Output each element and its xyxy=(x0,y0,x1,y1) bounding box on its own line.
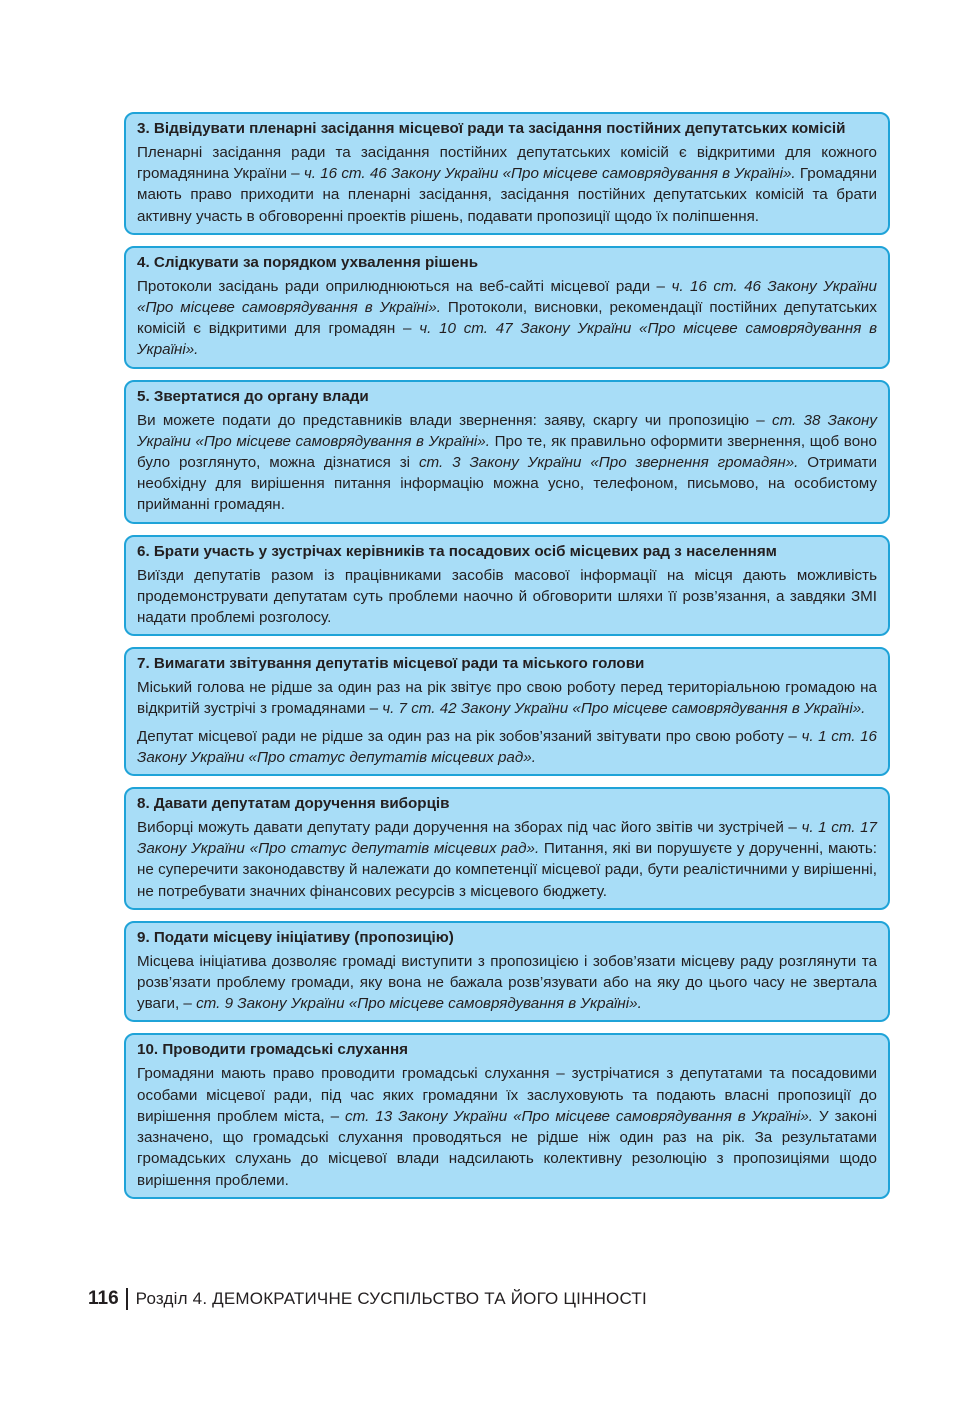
section-paragraph xyxy=(137,726,877,768)
section-9-box xyxy=(124,921,890,1023)
paragraph-text: Місцева ініціатива дозволяє громаді виступити з пропозицією і зобов’язати місцеву раду розглянути та розв’язати проблему громади, яку вона не бажала розв’язувати або на яку до цього часу не звертала уваги, – xyxy=(137,952,877,1013)
section-title: 9. Подати місцеву ініціативу (пропозицію) xyxy=(137,928,454,946)
section-10-box xyxy=(124,1033,890,1198)
section-paragraph xyxy=(137,410,877,516)
section-paragraph xyxy=(137,817,877,902)
law-reference: ч. 7 ст. 42 Закону України «Про місцеве самоврядування в Україні». xyxy=(382,700,866,718)
section-title: 10. Проводити громадські слухання xyxy=(137,1041,409,1059)
law-reference: ст. 38 Закону України «Про місцеве самоврядування в Україні». xyxy=(137,411,877,450)
section-paragraph xyxy=(137,142,877,227)
section-title: 6. Брати участь у зустрічах керівників та посадових осіб місцевих рад з населенням xyxy=(137,542,777,560)
paragraph-text: Отримати необхідну для вирішення питання інформацію можна усно, телефоном, письмово, на особистому прийманні громадян. xyxy=(137,454,877,514)
section-paragraph xyxy=(137,951,877,1015)
paragraph-text: Громадяни мають право проводити громадські слухання – зустрічатися з депутатами та посадовими особами місцевої ради, під час яких громадяни їх заслуховують та подають власні пропозиції до вирішення проблем міста, – xyxy=(137,1065,877,1125)
section-3-box xyxy=(124,112,890,235)
section-paragraph xyxy=(137,565,877,629)
footer-divider xyxy=(126,1288,128,1310)
section-title: 3. Відвідувати пленарні засідання місцевої ради та засідання постійних депутатських комісій xyxy=(137,120,846,137)
page-number: 116 xyxy=(88,1288,119,1309)
law-reference: ч. 16 ст. 46 Закону України «Про місцеве самоврядування в Україні». xyxy=(303,165,796,183)
paragraph-text: Громадяни мають право приходити на пленарні засідання, засідання постійних депутатських комісій та брати активну участь в обговоренні проектів рішень, подавати пропозиції щодо їх поліпшення. xyxy=(137,165,878,225)
section-title: 8. Давати депутатам доручення виборців xyxy=(137,795,450,813)
law-reference: ч. 1 ст. 16 Закону України «Про статус депутатів місцевих рад». xyxy=(137,727,877,766)
section-7-box xyxy=(124,647,890,776)
page-content xyxy=(124,112,890,1210)
section-5-box xyxy=(124,380,890,524)
law-reference: ст. 13 Закону України «Про місцеве самоврядування в Україні». xyxy=(345,1107,814,1125)
section-title: 7. Вимагати звітування депутатів місцевої ради та міського голови xyxy=(137,655,645,673)
page-footer xyxy=(88,1286,647,1312)
paragraph-text: Ви можете подати до представників влади звернення: заяву, скаргу чи пропозицію – xyxy=(137,411,772,429)
section-4-box xyxy=(124,246,890,369)
section-paragraph xyxy=(137,276,877,361)
section-paragraph xyxy=(137,1063,877,1190)
section-6-box xyxy=(124,535,890,637)
law-reference: ч. 16 ст. 46 Закону України «Про місцеве самоврядування в Україні». xyxy=(137,277,877,317)
paragraph-text: Протоколи, висновки, рекомендації постійних депутатських комісій є відкритими для громадян – xyxy=(137,299,877,338)
paragraph-text: Виїзди депутатів разом із працівниками засобів масової інформації на місця дають можливість продемонструвати депутатам суть проблеми наочно й обговорити шляхи її розв’язання, а завдяки ЗМІ надати проблемі розголосу. xyxy=(137,566,877,627)
section-8-box xyxy=(124,787,890,910)
law-reference: ст. 3 Закону України «Про звернення громадян». xyxy=(418,454,799,472)
law-reference: ч. 10 ст. 47 Закону України «Про місцеве самоврядування в Україні». xyxy=(137,320,878,359)
section-title: 4. Слідкувати за порядком ухвалення рішень xyxy=(137,253,479,271)
law-reference: ст. 9 Закону України «Про місцеве самоврядування в Україні». xyxy=(196,995,642,1013)
paragraph-text: У законі зазначено, що громадські слухання проводяться не рідше ніж один раз на рік. За результатами громадських слухань до місцевої влади надсилають колективну резолюцію з пропозиціями щодо вирішення проблеми. xyxy=(137,1107,877,1189)
law-reference: ч. 1 ст. 17 Закону України «Про статус депутатів місцевих рад». xyxy=(137,819,877,858)
paragraph-text: Про те, як правильно оформити звернення, щоб воно було розглянуто, можна дізнатися зі xyxy=(137,432,877,472)
paragraph-text: Виборці можуть давати депутату ради доручення на зборах під час його звітів чи зустрічей – xyxy=(137,819,802,837)
section-title: 5. Звертатися до органу влади xyxy=(137,387,369,405)
paragraph-text: Міський голова не рідше за один раз на рік звітує про свою роботу перед територіальною громадою на відкритій зустрічі з громадянами – xyxy=(137,679,877,718)
paragraph-text: Депутат місцевої ради не рідше за один раз на рік зобов’язаний звітувати про свою роботу – xyxy=(137,727,802,745)
paragraph-text: Пленарні засідання ради та засідання постійних депутатських комісій є відкритими для кожного громадянина України – xyxy=(137,144,877,183)
paragraph-text: Протоколи засідань ради оприлюднюються на веб-сайті місцевої ради – xyxy=(137,277,672,295)
paragraph-text: Питання, які ви порушуєте у дорученні, мають: не суперечити законодавству й належати до компетенції місцевої ради, бути реалістичними у вирішенні, не потребувати значних фінансових ресурсів з місцевого бюджету. xyxy=(137,840,877,900)
section-paragraph xyxy=(137,677,877,719)
chapter-title: Розділ 4. ДЕМОКРАТИЧНЕ СУСПІЛЬСТВО ТА ЙОГО ЦІННОСТІ xyxy=(135,1289,647,1308)
